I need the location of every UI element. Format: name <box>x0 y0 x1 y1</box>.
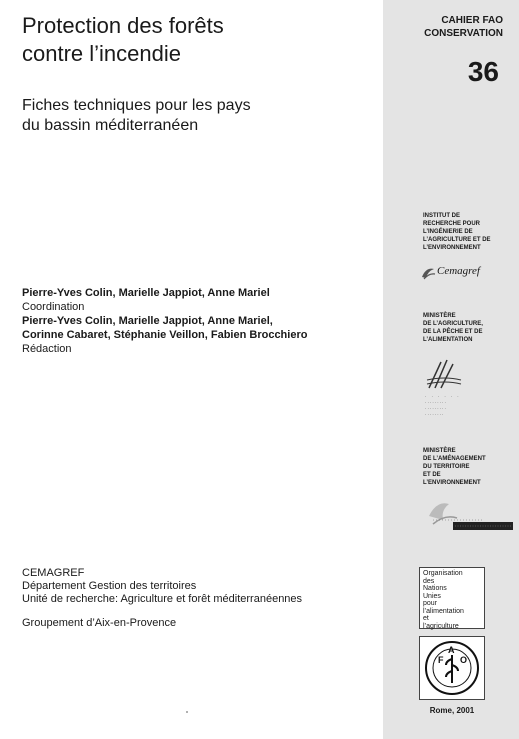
fao-name-line: l’alimentation <box>423 607 464 615</box>
organisation-block <box>22 567 302 630</box>
organisation-name: CEMAGREF <box>22 567 85 579</box>
inst-line: MINISTÈRE <box>423 448 456 454</box>
subtitle-line-1: Fiches techniques pour les pays <box>22 97 251 114</box>
inst-line: L’ALIMENTATION <box>423 337 473 343</box>
cemagref-institute-text <box>423 212 513 252</box>
fao-name-line: Unies <box>423 592 441 600</box>
inst-line: L’AGRICULTURE ET DE <box>423 237 491 243</box>
inst-line: MINISTÈRE <box>423 313 456 319</box>
inst-line: DE LA PÊCHE ET DE <box>423 329 483 335</box>
ministry-agriculture-logo <box>425 356 485 426</box>
fao-name-line: Organisation <box>423 570 463 577</box>
fao-letter-o: O <box>460 655 468 665</box>
document-subtitle <box>22 96 251 136</box>
fao-name-line: pour <box>423 600 438 607</box>
credits-block <box>22 286 307 356</box>
cemagref-swirl-icon <box>420 265 436 281</box>
document-title <box>22 12 224 68</box>
ministry-agriculture-logo-caption: · · · · · · · · · · · · · · · · · · · · · · · · · · · · · · · · <box>425 394 461 417</box>
redaction-role: Rédaction <box>22 343 72 355</box>
inst-line: DE L’AGRICULTURE, <box>423 321 483 327</box>
fao-name-line: Nations <box>423 585 447 592</box>
fao-letter-a: A <box>448 645 455 655</box>
ministry-environment-text <box>423 447 513 487</box>
ministry-environment-logo <box>423 494 515 538</box>
fao-logo <box>419 636 485 700</box>
inst-line: DU TERRITOIRE <box>423 464 470 470</box>
cemagref-logo <box>420 262 510 284</box>
organisation-department: Département Gestion des territoires <box>22 580 197 592</box>
fao-emblem-icon <box>420 637 484 699</box>
series-number: 36 <box>467 56 499 87</box>
fao-name-line: et <box>423 615 429 622</box>
fao-letter-f: F <box>438 655 444 665</box>
inst-line: DE L’AMÉNAGEMENT <box>423 456 486 462</box>
ministry-agriculture-text <box>423 312 513 344</box>
inst-line: ET DE <box>423 472 441 478</box>
wheat-icon <box>425 356 465 390</box>
cemagref-logo-text: Cemagref <box>437 265 480 277</box>
redaction-names-line-2: Corinne Cabaret, Stéphanie Veillon, Fabien Brocchiero <box>22 329 308 341</box>
organisation-group: Groupement d’Aix-en-Provence <box>22 617 177 629</box>
subtitle-line-2: du bassin méditerranéen <box>22 117 199 134</box>
series-line-1: CAHIER FAO <box>441 15 503 26</box>
redaction-names-line-1: Pierre-Yves Colin, Marielle Jappiot, Anne Mariel, <box>22 315 273 327</box>
series-line-2: CONSERVATION <box>424 28 503 39</box>
inst-line: L’INGÉNIERIE DE <box>423 229 473 235</box>
coordination-role: Coordination <box>22 301 85 313</box>
ministry-environment-emblem-icon <box>423 494 515 538</box>
inst-line: L’ENVIRONNEMENT <box>423 245 481 251</box>
fao-name-line: des <box>423 577 435 585</box>
coordination-names: Pierre-Yves Colin, Marielle Jappiot, Anne Mariel <box>22 287 270 299</box>
series-label <box>393 14 503 40</box>
inst-line: INSTITUT DE <box>423 213 460 219</box>
organisation-unit: Unité de recherche: Agriculture et forêt méditerranéennes <box>22 593 303 605</box>
title-line-2: contre l’incendie <box>22 41 181 66</box>
title-line-1: Protection des forêts <box>22 13 224 38</box>
inst-line: RECHERCHE POUR <box>423 221 481 227</box>
place-and-date: Rome, 2001 <box>429 706 475 715</box>
page-speck <box>186 711 188 713</box>
inst-line: L’ENVIRONNEMENT <box>423 480 481 486</box>
fao-name-line: l’agriculture <box>423 622 459 630</box>
fao-name-box <box>419 567 485 629</box>
